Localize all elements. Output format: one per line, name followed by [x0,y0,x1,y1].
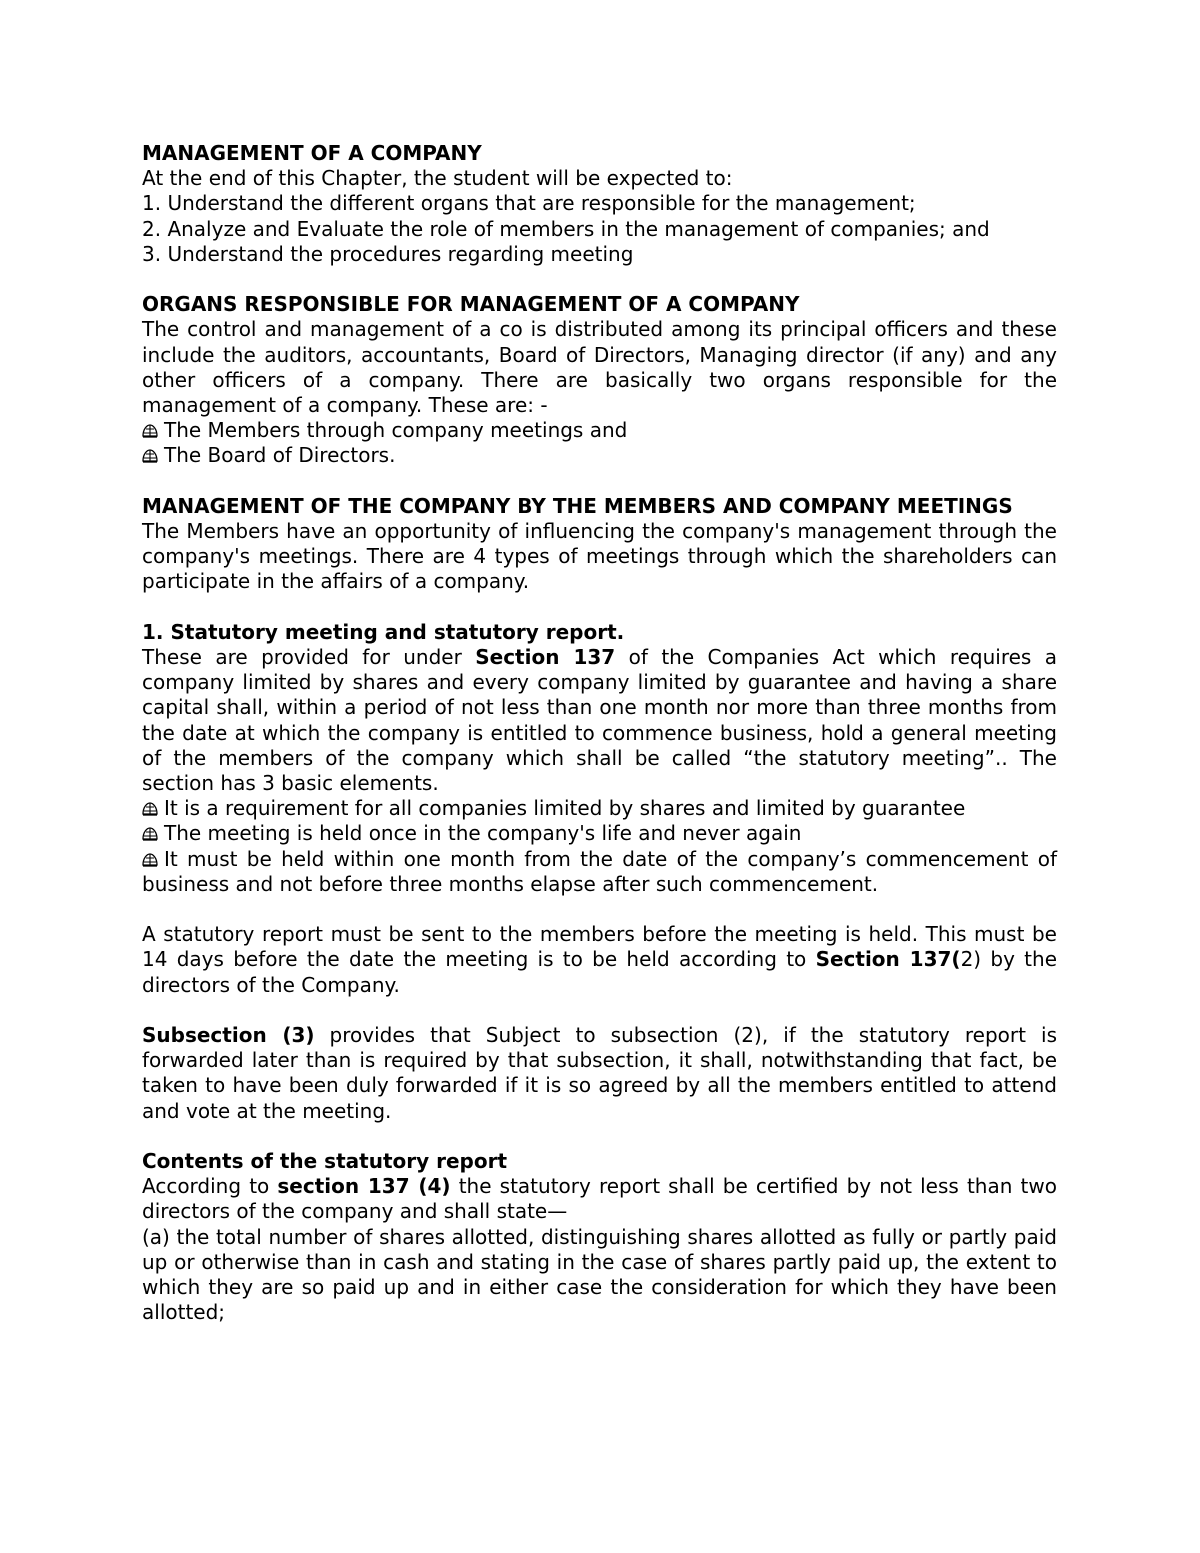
members-paragraph: The Members have an opportunity of influencing the company's management through the company's meetings. There are 4 types of meetings through which the shareholders can participate in the affairs of a company. [142,519,1057,594]
bullet-text: The meeting is held once in the company's life and never again [164,821,802,846]
statutory-bullet-item [142,796,1057,821]
section-reference: Section 137( [815,947,961,972]
subsection-paragraph [142,1023,1057,1124]
contents-item-a: (a) the total number of shares allotted, distinguishing shares allotted as fully or partly paid up or otherwise than in cash and stating in the case of shares partly paid up, the extent to which they are so paid up and in either case the consideration for which they have been allotted; [142,1224,1057,1325]
intro-text: At the end of this Chapter, the student will be expected to: [142,166,733,191]
ornamental-bullet-icon [142,852,158,868]
section-heading-statutory: 1. Statutory meeting and statutory report. [142,619,625,644]
spacer [142,267,1057,292]
statutory-bullet-item [142,821,1057,846]
section-reference: Section 137 [475,645,616,670]
paragraph-text: A statutory report must be sent to the members before the meeting is held. This must be 14 days before the date the meeting is to be held according to [142,922,1057,972]
spacer [142,1124,1057,1149]
statutory-bullet-item [142,847,1057,897]
document-body [142,141,1057,1325]
bullet-text: It must be held within one month from the date of the company’s commencement of business and not before three months elapse after such commencement. [142,846,1057,896]
section-heading-members: MANAGEMENT OF THE COMPANY BY THE MEMBERS AND COMPANY MEETINGS [142,493,1013,518]
paragraph-text: of the Companies Act which requires a company limited by shares and every company limited by guarantee and having a share capital shall, within a period of not less than one month nor more than three months from the date at which the company is entitled to commence business, hold a general meeting of the members of the company which shall be called “the statutory meeting”.. The section has 3 basic elements. [142,645,1058,796]
spacer [142,998,1057,1023]
organs-paragraph: The control and management of a co is distributed among its principal officers and these include the auditors, accountants, Board of Directors, Managing director (if any) and any other officers of a company. There are basically two organs responsible for the management of a company. These are: - [142,317,1057,418]
document-title: MANAGEMENT OF A COMPANY [142,141,482,165]
statutory-report-paragraph [142,922,1057,998]
ornamental-bullet-icon [142,423,158,439]
section-heading-contents: Contents of the statutory report [142,1149,508,1174]
spacer [142,595,1057,620]
objective-item: 2. Analyze and Evaluate the role of members in the management of companies; and [142,216,990,241]
paragraph-text: 2 [960,947,974,972]
section-heading-organs: ORGANS RESPONSIBLE FOR MANAGEMENT OF A COMPANY [142,292,800,317]
objective-item: 1. Understand the different organs that are responsible for the management; [142,191,916,216]
spacer [142,897,1057,922]
statutory-paragraph [142,645,1057,796]
organs-bullet-item [142,443,1057,468]
bullet-text: It is a requirement for all companies limited by shares and limited by guarantee [164,796,966,821]
section-reference: Subsection (3) [142,1023,315,1048]
paragraph-text: These are provided for under [142,645,476,670]
contents-paragraph [142,1174,1057,1224]
ornamental-bullet-icon [142,801,158,817]
section-reference: section 137 (4) [277,1174,451,1199]
bullet-text: The Members through company meetings and [164,418,628,443]
ornamental-bullet-icon [142,826,158,842]
paragraph-text: ) by the directors of the Company. [142,947,1058,997]
objective-item: 3. Understand the procedures regarding meeting [142,241,634,266]
paragraph-text: provides that Subject to subsection (2), if the statutory report is forwarded later than is required by that subsection, it shall, notwithstanding that fact, be taken to have been duly forwarded if it is so agreed by all the members entitled to attend and vote at the meeting. [142,1023,1057,1123]
paragraph-text: According to [142,1174,278,1199]
spacer [142,469,1057,494]
bullet-text: The Board of Directors. [164,443,396,468]
paragraph-text: the statutory report shall be certified by not less than two directors of the company and shall state— [142,1174,1057,1224]
organs-bullet-item [142,418,1057,443]
ornamental-bullet-icon [142,448,158,464]
